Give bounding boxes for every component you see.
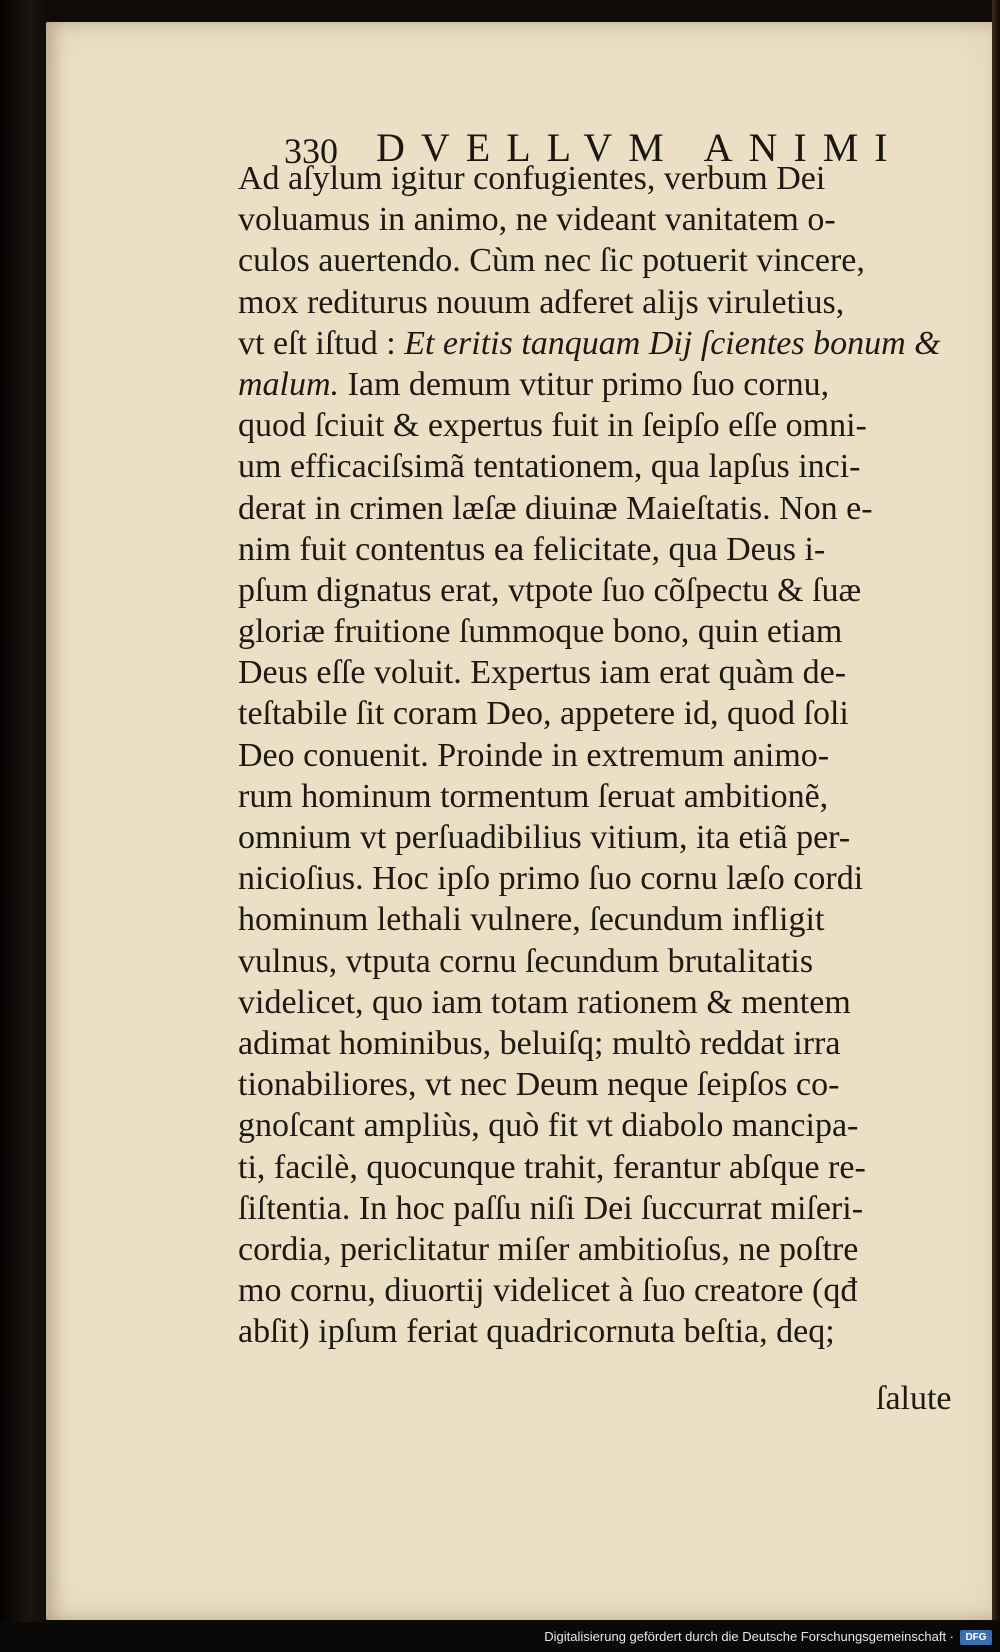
- text-segment: nim fuit contentus ea felicitate, qua Deus i-: [238, 530, 826, 568]
- text-line: [238, 982, 958, 1023]
- text-segment: gnoſcant ampliùs, quò fit vt diabolo mancipa-: [238, 1107, 859, 1145]
- text-line: [238, 199, 958, 240]
- dfg-logo: DFG: [960, 1630, 992, 1645]
- text-line: [238, 1105, 958, 1146]
- text-line: [238, 323, 958, 364]
- text-line: [238, 611, 958, 652]
- text-segment: omnium vt perſuadibilius vitium, ita etiã per-: [238, 819, 851, 856]
- text-line: [238, 776, 958, 817]
- text-segment: ti, facilè, quocunque trahit, ferantur abſque re-: [238, 1148, 866, 1186]
- page-number: 330: [284, 131, 338, 171]
- catchword: ſalute: [876, 1380, 952, 1417]
- text-segment: quod ſciuit & expertus fuit in ſeipſo eſſe omni-: [238, 407, 867, 445]
- text-segment: vulnus, vtputa cornu ſecundum brutalitatis: [238, 942, 814, 980]
- text-segment: Ad aſylum igitur confugientes, verbum Dei: [238, 160, 826, 197]
- text-segment: voluamus in animo, ne videant vanitatem o-: [238, 201, 836, 239]
- text-line: [238, 364, 958, 405]
- text-line: [238, 735, 958, 776]
- text-line: [238, 693, 958, 734]
- text-segment: mox rediturus nouum adferet alijs viruletius,: [238, 283, 845, 321]
- text-segment: pſum dignatus erat, vtpote ſuo cõſpectu & ſuæ: [238, 571, 862, 609]
- text-segment: Deo conuenit. Proinde in extremum animo-: [238, 736, 830, 774]
- text-segment: Deus eſſe voluit. Expertus iam erat quàm de-: [238, 654, 847, 692]
- text-line: [238, 1188, 958, 1229]
- text-segment: nicioſius. Hoc ipſo primo ſuo cornu læſo cordi: [238, 860, 864, 898]
- text-line: [238, 1270, 958, 1311]
- text-segment: rum hominum tormentum ſeruat ambitionẽ,: [238, 777, 829, 815]
- text-line: [238, 899, 958, 940]
- text-line: [238, 941, 958, 982]
- text-segment: hominum lethali vulnere, ſecundum infligit: [238, 901, 825, 939]
- body-text: [238, 158, 958, 1352]
- text-segment: um efficaciſsimã tentationem, qua lapſus inci-: [238, 448, 861, 486]
- text-line: [238, 1229, 958, 1270]
- text-line: [238, 282, 958, 323]
- running-title: DVELLVM ANIMI: [376, 125, 904, 170]
- text-line: [238, 405, 958, 446]
- text-line: [238, 1023, 958, 1064]
- text-segment: vt eſt iſtud :: [238, 324, 405, 362]
- text-line: [238, 158, 958, 199]
- text-segment: gloriæ fruitione ſummoque bono, quin etiam: [238, 613, 843, 651]
- text-segment: videlicet, quo iam totam rationem & mentem: [238, 983, 851, 1021]
- text-line: [238, 446, 958, 487]
- text-segment: tionabiliores, vt nec Deum neque ſeipſos co-: [238, 1066, 840, 1104]
- fore-edge: [992, 0, 1000, 1620]
- text-segment: culos auertendo. Cùm nec ſic potuerit vincere,: [238, 242, 865, 280]
- text-segment: derat in crimen læſæ diuinæ Maieſtatis. Non e-: [238, 489, 873, 527]
- text-line: [238, 817, 958, 858]
- text-segment: teſtabile ſit coram Deo, appetere id, quod ſoli: [238, 695, 849, 733]
- text-segment: mo cornu, diuortij videlicet à ſuo creatore (qđ: [238, 1272, 858, 1310]
- text-segment: ſiſtentia. In hoc paſſu niſi Dei ſuccurrat miſeri-: [238, 1189, 864, 1227]
- text-line: [238, 529, 958, 570]
- text-segment: Et eritis tanquam Dij ſcientes bonum &: [404, 324, 941, 362]
- text-line: [238, 858, 958, 899]
- text-segment: Iam demum vtitur primo ſuo cornu,: [339, 365, 830, 403]
- text-line: [238, 570, 958, 611]
- text-line: [238, 1064, 958, 1105]
- text-segment: adimat hominibus, beluiſq; multò reddat irra: [238, 1024, 841, 1062]
- footer-credit: Digitalisierung gefördert durch die Deutsche Forschungsgemeinschaft ·: [544, 1629, 954, 1644]
- text-line: [238, 240, 958, 281]
- text-segment: malum.: [238, 365, 340, 403]
- footer-bar: [0, 1622, 1000, 1652]
- text-line: [238, 652, 958, 693]
- text-line: [238, 1147, 958, 1188]
- text-line: [238, 1311, 958, 1352]
- text-segment: abſit) ipſum feriat quadricornuta beſtia, deq;: [238, 1313, 835, 1351]
- text-line: [238, 488, 958, 529]
- text-segment: cordia, periclitatur miſer ambitioſus, ne poſtre: [238, 1230, 859, 1268]
